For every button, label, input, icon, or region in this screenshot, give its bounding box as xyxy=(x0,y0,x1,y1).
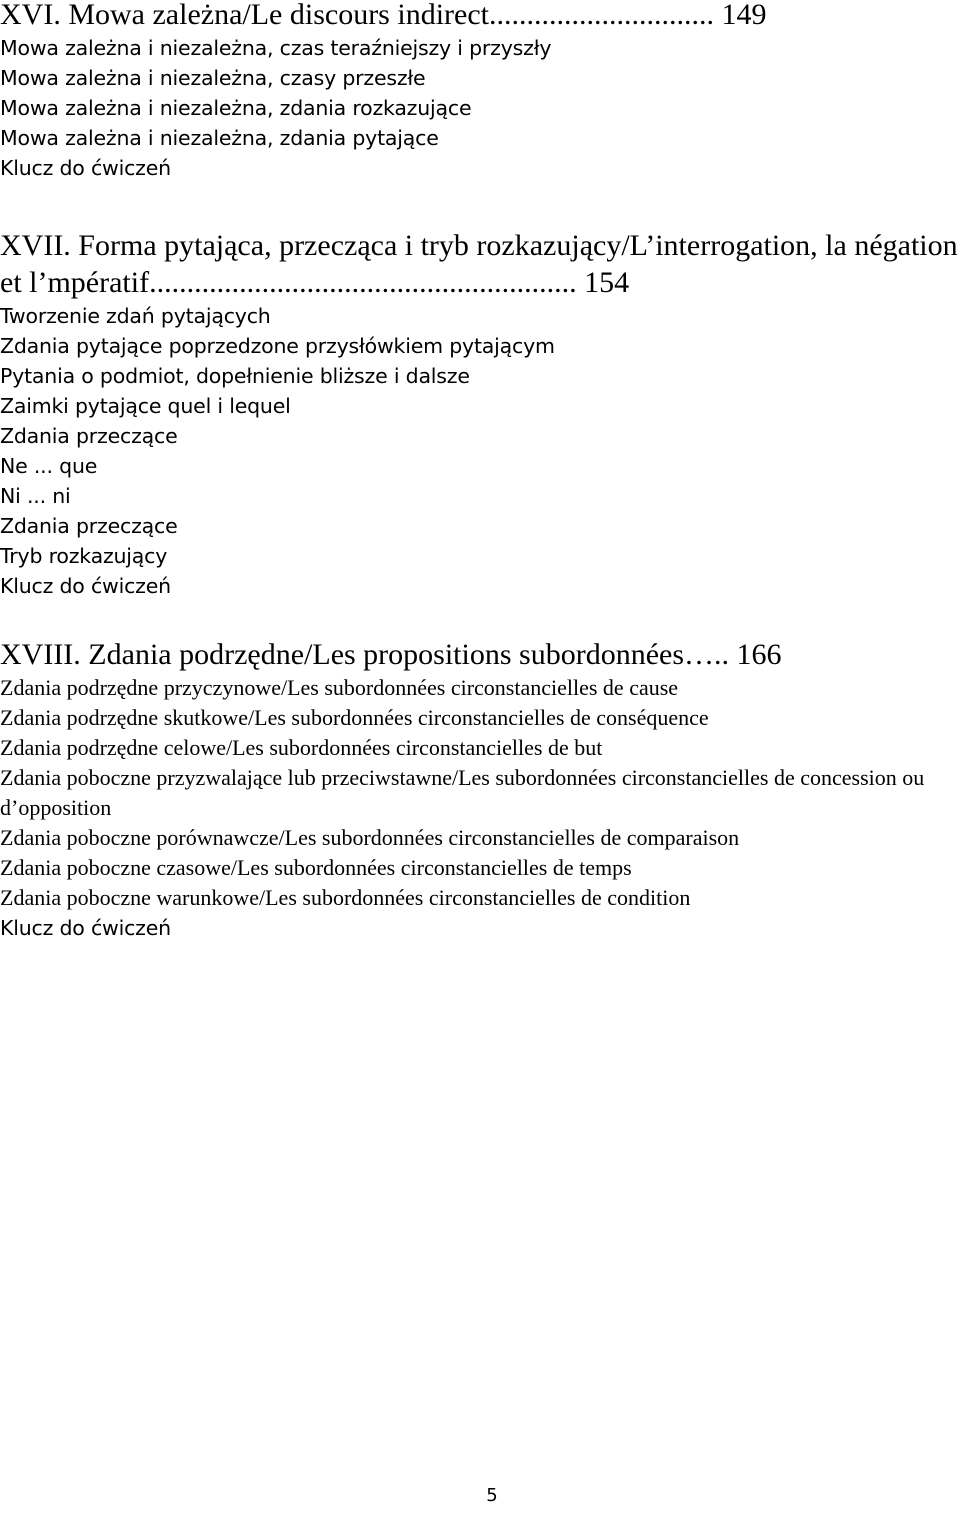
toc-item: Zdania podrzędne celowe/Les subordonnées circonstancielles de but xyxy=(0,735,603,760)
toc-section-xviii xyxy=(0,636,960,943)
toc-item: Mowa zależna i niezależna, zdania pytające xyxy=(0,126,439,150)
page-number-label: 5 xyxy=(486,1485,498,1506)
toc-item: Klucz do ćwiczeń xyxy=(0,574,171,598)
toc-item: Zdania poboczne warunkowe/Les subordonnées circonstancielles de condition xyxy=(0,885,691,910)
toc-item: Mowa zależna i niezależna, czasy przeszłe xyxy=(0,66,426,90)
section-heading: XVI. Mowa zależna/Le discours indirect.............................. 149 xyxy=(0,0,767,31)
toc-item: Klucz do ćwiczeń xyxy=(0,156,171,180)
toc-item: Zdania przeczące xyxy=(0,424,178,448)
toc-section-xvi xyxy=(0,0,960,183)
toc-item: Zdania przeczące xyxy=(0,514,178,538)
toc-item: Ni ... ni xyxy=(0,484,71,508)
toc-item: Zdania pytające poprzedzone przysłówkiem pytającym xyxy=(0,334,555,358)
toc-item: Pytania o podmiot, dopełnienie bliższe i dalsze xyxy=(0,364,470,388)
page-number xyxy=(0,1484,960,1508)
toc-item: Klucz do ćwiczeń xyxy=(0,916,171,940)
toc-item: Zaimki pytające quel i lequel xyxy=(0,394,291,418)
toc-item: Zdania poboczne porównawcze/Les subordonnées circonstancielles de comparaison xyxy=(0,825,740,850)
toc-item: Zdania podrzędne przyczynowe/Les subordonnées circonstancielles de cause xyxy=(0,675,679,700)
toc-item: Tryb rozkazujący xyxy=(0,544,168,568)
toc-item: Ne ... que xyxy=(0,454,98,478)
toc-item: Tworzenie zdań pytających xyxy=(0,304,271,328)
section-heading: XVII. Forma pytająca, przecząca i tryb rozkazujący/L’interrogation, la négation et l’mpératif......................................................... 154 xyxy=(0,229,958,299)
section-heading: XVIII. Zdania podrzędne/Les propositions subordonnées….. 166 xyxy=(0,638,782,671)
toc-section-xvii xyxy=(0,227,960,601)
toc-item: Mowa zależna i niezależna, czas teraźniejszy i przyszły xyxy=(0,36,552,60)
toc-item: Mowa zależna i niezależna, zdania rozkazujące xyxy=(0,96,472,120)
toc-item: Zdania podrzędne skutkowe/Les subordonnées circonstancielles de conséquence xyxy=(0,705,709,730)
toc-item: Zdania poboczne czasowe/Les subordonnées circonstancielles de temps xyxy=(0,855,632,880)
toc-item: Zdania poboczne przyzwalające lub przeciwstawne/Les subordonnées circonstancielles de concession ou d’opposition xyxy=(0,765,925,820)
